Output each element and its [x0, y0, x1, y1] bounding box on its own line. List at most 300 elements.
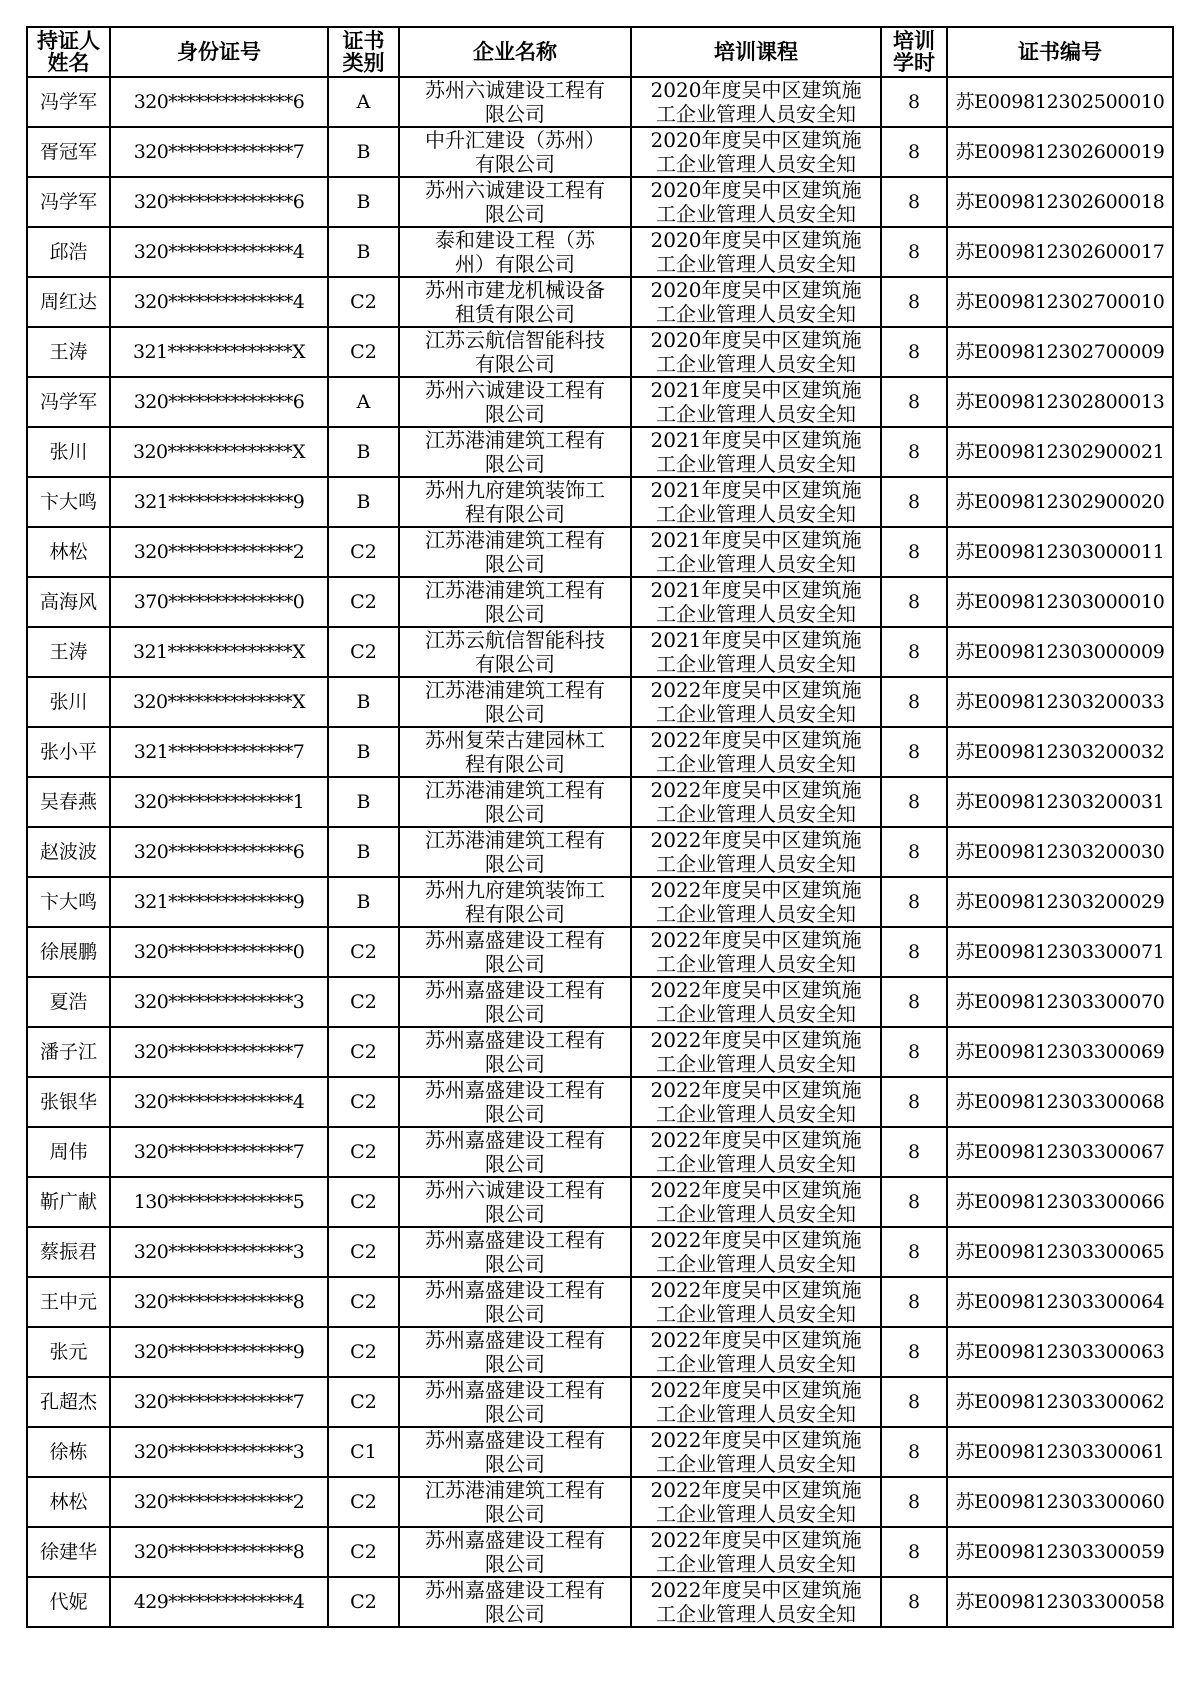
company-cell-line: 限公司	[485, 552, 545, 576]
company-cell	[399, 777, 631, 827]
course-cell-line: 2021年度吴中区建筑施	[650, 528, 862, 552]
cert-type-cell: C2	[328, 1177, 399, 1227]
course-cell	[631, 1227, 881, 1277]
course-cell	[631, 77, 881, 127]
id-number-cell: 320**************4	[110, 277, 328, 327]
course-cell-line: 2022年度吴中区建筑施	[650, 1328, 862, 1352]
id-number-cell: 320**************7	[110, 1377, 328, 1427]
company-cell	[399, 1077, 631, 1127]
table-row	[27, 177, 1173, 227]
table-row	[27, 1527, 1173, 1577]
company-cell-line: 限公司	[485, 1102, 545, 1126]
table-row	[27, 1127, 1173, 1177]
hours-cell: 8	[881, 227, 947, 277]
table-row	[27, 227, 1173, 277]
course-cell-line: 2021年度吴中区建筑施	[650, 378, 862, 402]
course-cell-line: 2022年度吴中区建筑施	[650, 1078, 862, 1102]
hours-cell: 8	[881, 277, 947, 327]
company-cell-line: 泰和建设工程（苏	[435, 228, 595, 252]
company-cell-line: 限公司	[485, 1202, 545, 1226]
company-cell	[399, 827, 631, 877]
table-row	[27, 1577, 1173, 1627]
table-row	[27, 627, 1173, 677]
cert-number-cell: 苏E009812303000011	[947, 527, 1173, 577]
company-cell	[399, 77, 631, 127]
certificate-table	[26, 26, 1174, 1628]
course-cell-line: 工企业管理人员安全知	[656, 102, 856, 126]
course-cell	[631, 1177, 881, 1227]
holder-name-cell: 赵波波	[27, 827, 110, 877]
cert-number-cell: 苏E009812302900020	[947, 477, 1173, 527]
cert-number-cell: 苏E009812303200030	[947, 827, 1173, 877]
table-row	[27, 327, 1173, 377]
company-cell-line: 苏州复荣古建园林工	[425, 728, 605, 752]
company-cell-line: 有限公司	[475, 652, 555, 676]
course-cell-line: 工企业管理人员安全知	[656, 1202, 856, 1226]
cert-number-cell: 苏E009812303300068	[947, 1077, 1173, 1127]
cert-type-cell: B	[328, 777, 399, 827]
table-row	[27, 727, 1173, 777]
course-cell-line: 2022年度吴中区建筑施	[650, 828, 862, 852]
table-row	[27, 677, 1173, 727]
holder-name-cell: 代妮	[27, 1577, 110, 1627]
company-cell-line: 租赁有限公司	[455, 302, 575, 326]
company-cell	[399, 327, 631, 377]
id-number-cell: 320**************4	[110, 227, 328, 277]
cert-number-cell: 苏E009812303300060	[947, 1477, 1173, 1527]
hours-cell: 8	[881, 1077, 947, 1127]
course-cell-line: 工企业管理人员安全知	[656, 802, 856, 826]
cert-type-cell: C2	[328, 327, 399, 377]
company-cell-line: 苏州嘉盛建设工程有	[425, 1528, 605, 1552]
course-cell	[631, 527, 881, 577]
company-cell-line: 苏州嘉盛建设工程有	[425, 1128, 605, 1152]
id-number-cell: 321**************7	[110, 727, 328, 777]
cert-number-cell: 苏E009812303000009	[947, 627, 1173, 677]
course-cell	[631, 1027, 881, 1077]
hours-cell: 8	[881, 1277, 947, 1327]
company-cell-line: 苏州嘉盛建设工程有	[425, 1328, 605, 1352]
holder-name-cell: 孔超杰	[27, 1377, 110, 1427]
company-cell	[399, 1477, 631, 1527]
course-cell-line: 2020年度吴中区建筑施	[650, 228, 862, 252]
company-cell	[399, 1427, 631, 1477]
company-cell-line: 苏州嘉盛建设工程有	[425, 1078, 605, 1102]
cert-number-cell: 苏E009812303300062	[947, 1377, 1173, 1427]
table-row	[27, 427, 1173, 477]
holder-name-cell: 张元	[27, 1327, 110, 1377]
table-body	[27, 77, 1173, 1627]
course-cell-line: 2021年度吴中区建筑施	[650, 428, 862, 452]
holder-name-cell: 徐栋	[27, 1427, 110, 1477]
hours-cell: 8	[881, 877, 947, 927]
company-cell-line: 程有限公司	[465, 752, 565, 776]
table-row	[27, 527, 1173, 577]
cert-type-cell: C1	[328, 1427, 399, 1477]
course-cell	[631, 677, 881, 727]
course-cell-line: 工企业管理人员安全知	[656, 952, 856, 976]
course-cell-line: 工企业管理人员安全知	[656, 1052, 856, 1076]
company-cell-line: 限公司	[485, 1002, 545, 1026]
cert-type-cell: C2	[328, 1227, 399, 1277]
company-cell-line: 程有限公司	[465, 902, 565, 926]
cert-number-cell: 苏E009812303000010	[947, 577, 1173, 627]
id-number-cell: 320**************8	[110, 1277, 328, 1327]
cert-number-cell: 苏E009812302700010	[947, 277, 1173, 327]
course-cell-line: 工企业管理人员安全知	[656, 152, 856, 176]
company-cell	[399, 877, 631, 927]
company-cell	[399, 1527, 631, 1577]
course-cell	[631, 1327, 881, 1377]
id-number-cell: 320**************1	[110, 777, 328, 827]
course-cell	[631, 977, 881, 1027]
course-cell-line: 工企业管理人员安全知	[656, 1502, 856, 1526]
id-number-cell: 321**************9	[110, 477, 328, 527]
cert-type-cell: B	[328, 827, 399, 877]
hours-cell: 8	[881, 427, 947, 477]
company-cell-line: 苏州九府建筑装饰工	[425, 878, 605, 902]
table-row	[27, 277, 1173, 327]
header-cert-number	[947, 27, 1173, 77]
hours-cell: 8	[881, 1477, 947, 1527]
id-number-cell: 320**************7	[110, 1127, 328, 1177]
company-cell-line: 苏州九府建筑装饰工	[425, 478, 605, 502]
course-cell-line: 工企业管理人员安全知	[656, 252, 856, 276]
cert-type-cell: B	[328, 227, 399, 277]
company-cell-line: 江苏港浦建筑工程有	[425, 778, 605, 802]
course-cell	[631, 377, 881, 427]
company-cell-line: 苏州嘉盛建设工程有	[425, 1278, 605, 1302]
header-label-line: 持证人	[37, 29, 100, 53]
id-number-cell: 321**************9	[110, 877, 328, 927]
cert-type-cell: A	[328, 377, 399, 427]
company-cell-line: 苏州市建龙机械设备	[425, 278, 605, 302]
cert-type-cell: C2	[328, 977, 399, 1027]
company-cell-line: 苏州嘉盛建设工程有	[425, 1578, 605, 1602]
company-cell	[399, 1227, 631, 1277]
company-cell-line: 苏州嘉盛建设工程有	[425, 1428, 605, 1452]
holder-name-cell: 张川	[27, 427, 110, 477]
id-number-cell: 320**************4	[110, 1077, 328, 1127]
course-cell	[631, 1277, 881, 1327]
id-number-cell: 370**************0	[110, 577, 328, 627]
company-cell-line: 江苏港浦建筑工程有	[425, 428, 605, 452]
course-cell-line: 2022年度吴中区建筑施	[650, 1028, 862, 1052]
table-row	[27, 1277, 1173, 1327]
cert-type-cell: B	[328, 677, 399, 727]
company-cell-line: 限公司	[485, 852, 545, 876]
id-number-cell: 321**************X	[110, 327, 328, 377]
course-cell-line: 工企业管理人员安全知	[656, 1252, 856, 1276]
header-label-line: 培训	[893, 29, 935, 53]
course-cell-line: 2022年度吴中区建筑施	[650, 1428, 862, 1452]
table-row	[27, 1227, 1173, 1277]
course-cell	[631, 1577, 881, 1627]
holder-name-cell: 周伟	[27, 1127, 110, 1177]
table-row	[27, 877, 1173, 927]
company-cell-line: 中升汇建设（苏州）	[425, 128, 605, 152]
company-cell-line: 江苏港浦建筑工程有	[425, 528, 605, 552]
header-holder-name	[27, 27, 110, 77]
company-cell-line: 限公司	[485, 402, 545, 426]
company-cell	[399, 727, 631, 777]
course-cell	[631, 327, 881, 377]
table-row	[27, 1077, 1173, 1127]
hours-cell: 8	[881, 677, 947, 727]
table-row	[27, 1377, 1173, 1427]
hours-cell: 8	[881, 827, 947, 877]
hours-cell: 8	[881, 77, 947, 127]
hours-cell: 8	[881, 1127, 947, 1177]
course-cell-line: 2020年度吴中区建筑施	[650, 278, 862, 302]
course-cell-line: 工企业管理人员安全知	[656, 852, 856, 876]
table-row	[27, 1027, 1173, 1077]
cert-type-cell: C2	[328, 1527, 399, 1577]
company-cell	[399, 377, 631, 427]
company-cell-line: 苏州嘉盛建设工程有	[425, 1028, 605, 1052]
hours-cell: 8	[881, 727, 947, 777]
table-row	[27, 377, 1173, 427]
cert-type-cell: C2	[328, 1077, 399, 1127]
holder-name-cell: 卞大鸣	[27, 877, 110, 927]
holder-name-cell: 张川	[27, 677, 110, 727]
holder-name-cell: 徐展鹏	[27, 927, 110, 977]
company-cell-line: 限公司	[485, 1402, 545, 1426]
company-cell-line: 有限公司	[475, 152, 555, 176]
course-cell-line: 工企业管理人员安全知	[656, 602, 856, 626]
course-cell	[631, 127, 881, 177]
course-cell-line: 2022年度吴中区建筑施	[650, 1128, 862, 1152]
company-cell	[399, 627, 631, 677]
course-cell-line: 工企业管理人员安全知	[656, 352, 856, 376]
course-cell-line: 2020年度吴中区建筑施	[650, 78, 862, 102]
holder-name-cell: 靳广献	[27, 1177, 110, 1227]
course-cell	[631, 577, 881, 627]
company-cell	[399, 1277, 631, 1327]
header-course	[631, 27, 881, 77]
id-number-cell: 320**************6	[110, 77, 328, 127]
cert-number-cell: 苏E009812302800013	[947, 377, 1173, 427]
course-cell-line: 2022年度吴中区建筑施	[650, 878, 862, 902]
table-row	[27, 977, 1173, 1027]
course-cell-line: 工企业管理人员安全知	[656, 1602, 856, 1626]
cert-type-cell: C2	[328, 1277, 399, 1327]
id-number-cell: 320**************7	[110, 1027, 328, 1077]
table-row	[27, 577, 1173, 627]
course-cell-line: 2020年度吴中区建筑施	[650, 128, 862, 152]
course-cell-line: 2022年度吴中区建筑施	[650, 1478, 862, 1502]
header-label-line: 类别	[342, 51, 385, 75]
course-cell	[631, 177, 881, 227]
table-row	[27, 1427, 1173, 1477]
holder-name-cell: 王中元	[27, 1277, 110, 1327]
id-number-cell: 320**************2	[110, 527, 328, 577]
cert-number-cell: 苏E009812302500010	[947, 77, 1173, 127]
company-cell-line: 限公司	[485, 1352, 545, 1376]
course-cell	[631, 277, 881, 327]
hours-cell: 8	[881, 1377, 947, 1427]
cert-type-cell: B	[328, 477, 399, 527]
cert-type-cell: C2	[328, 1577, 399, 1627]
company-cell	[399, 1577, 631, 1627]
company-cell-line: 苏州六诚建设工程有	[425, 78, 605, 102]
cert-number-cell: 苏E009812303300069	[947, 1027, 1173, 1077]
holder-name-cell: 王涛	[27, 627, 110, 677]
company-cell-line: 限公司	[485, 1052, 545, 1076]
course-cell-line: 工企业管理人员安全知	[656, 502, 856, 526]
hours-cell: 8	[881, 477, 947, 527]
id-number-cell: 320**************3	[110, 1227, 328, 1277]
company-cell-line: 有限公司	[475, 352, 555, 376]
company-cell-line: 限公司	[485, 1252, 545, 1276]
course-cell	[631, 727, 881, 777]
hours-cell: 8	[881, 127, 947, 177]
id-number-cell: 320**************X	[110, 677, 328, 727]
id-number-cell: 429**************4	[110, 1577, 328, 1627]
course-cell	[631, 1077, 881, 1127]
course-cell	[631, 1427, 881, 1477]
company-cell-line: 苏州六诚建设工程有	[425, 1178, 605, 1202]
company-cell-line: 江苏港浦建筑工程有	[425, 1478, 605, 1502]
cert-type-cell: C2	[328, 577, 399, 627]
company-cell-line: 限公司	[485, 1552, 545, 1576]
cert-number-cell: 苏E009812303300067	[947, 1127, 1173, 1177]
cert-number-cell: 苏E009812303300063	[947, 1327, 1173, 1377]
company-cell-line: 限公司	[485, 102, 545, 126]
hours-cell: 8	[881, 327, 947, 377]
cert-number-cell: 苏E009812302600019	[947, 127, 1173, 177]
id-number-cell: 320**************3	[110, 1427, 328, 1477]
course-cell-line: 2022年度吴中区建筑施	[650, 1228, 862, 1252]
course-cell	[631, 1377, 881, 1427]
cert-type-cell: C2	[328, 1027, 399, 1077]
holder-name-cell: 张银华	[27, 1077, 110, 1127]
course-cell	[631, 1477, 881, 1527]
course-cell-line: 2022年度吴中区建筑施	[650, 1178, 862, 1202]
hours-cell: 8	[881, 1427, 947, 1477]
company-cell	[399, 677, 631, 727]
company-cell	[399, 1377, 631, 1427]
course-cell-line: 工企业管理人员安全知	[656, 1152, 856, 1176]
course-cell-line: 2020年度吴中区建筑施	[650, 328, 862, 352]
holder-name-cell: 冯学军	[27, 377, 110, 427]
cert-number-cell: 苏E009812303200032	[947, 727, 1173, 777]
holder-name-cell: 徐建华	[27, 1527, 110, 1577]
company-cell	[399, 1177, 631, 1227]
company-cell-line: 限公司	[485, 1602, 545, 1626]
table-row	[27, 77, 1173, 127]
hours-cell: 8	[881, 1027, 947, 1077]
cert-type-cell: C2	[328, 277, 399, 327]
company-cell-line: 限公司	[485, 1302, 545, 1326]
course-cell-line: 工企业管理人员安全知	[656, 1452, 856, 1476]
holder-name-cell: 张小平	[27, 727, 110, 777]
header-label-line: 身份证号	[177, 40, 261, 64]
company-cell-line: 苏州六诚建设工程有	[425, 378, 605, 402]
id-number-cell: 320**************6	[110, 827, 328, 877]
company-cell-line: 限公司	[485, 602, 545, 626]
course-cell-line: 2022年度吴中区建筑施	[650, 728, 862, 752]
id-number-cell: 130**************5	[110, 1177, 328, 1227]
cert-number-cell: 苏E009812303300065	[947, 1227, 1173, 1277]
company-cell-line: 苏州嘉盛建设工程有	[425, 928, 605, 952]
table-row	[27, 927, 1173, 977]
course-cell-line: 2022年度吴中区建筑施	[650, 1578, 862, 1602]
hours-cell: 8	[881, 577, 947, 627]
course-cell-line: 2022年度吴中区建筑施	[650, 928, 862, 952]
course-cell-line: 工企业管理人员安全知	[656, 452, 856, 476]
holder-name-cell: 林松	[27, 1477, 110, 1527]
holder-name-cell: 胥冠军	[27, 127, 110, 177]
company-cell-line: 苏州嘉盛建设工程有	[425, 978, 605, 1002]
header-label-line: 证书	[342, 29, 385, 53]
course-cell-line: 2022年度吴中区建筑施	[650, 678, 862, 702]
company-cell	[399, 577, 631, 627]
cert-type-cell: B	[328, 127, 399, 177]
holder-name-cell: 林松	[27, 527, 110, 577]
holder-name-cell: 卞大鸣	[27, 477, 110, 527]
header-label-line: 学时	[893, 51, 935, 75]
company-cell-line: 江苏云航信智能科技	[425, 628, 605, 652]
course-cell	[631, 827, 881, 877]
holder-name-cell: 周红达	[27, 277, 110, 327]
holder-name-cell: 高海风	[27, 577, 110, 627]
header-label-line: 企业名称	[473, 40, 557, 64]
table-row	[27, 777, 1173, 827]
cert-number-cell: 苏E009812303200033	[947, 677, 1173, 727]
course-cell-line: 工企业管理人员安全知	[656, 1352, 856, 1376]
holder-name-cell: 夏浩	[27, 977, 110, 1027]
company-cell	[399, 1027, 631, 1077]
company-cell	[399, 277, 631, 327]
cert-number-cell: 苏E009812302700009	[947, 327, 1173, 377]
id-number-cell: 320**************6	[110, 377, 328, 427]
holder-name-cell: 王涛	[27, 327, 110, 377]
course-cell-line: 工企业管理人员安全知	[656, 1552, 856, 1576]
company-cell-line: 江苏港浦建筑工程有	[425, 678, 605, 702]
hours-cell: 8	[881, 927, 947, 977]
company-cell	[399, 927, 631, 977]
cert-number-cell: 苏E009812303200031	[947, 777, 1173, 827]
course-cell-line: 工企业管理人员安全知	[656, 902, 856, 926]
course-cell	[631, 227, 881, 277]
id-number-cell: 320**************2	[110, 1477, 328, 1527]
company-cell-line: 苏州嘉盛建设工程有	[425, 1378, 605, 1402]
table-row	[27, 1177, 1173, 1227]
company-cell-line: 限公司	[485, 802, 545, 826]
id-number-cell: 320**************6	[110, 177, 328, 227]
course-cell-line: 2020年度吴中区建筑施	[650, 178, 862, 202]
header-company	[399, 27, 631, 77]
id-number-cell: 320**************3	[110, 977, 328, 1027]
id-number-cell: 320**************X	[110, 427, 328, 477]
company-cell	[399, 977, 631, 1027]
company-cell-line: 限公司	[485, 1452, 545, 1476]
course-cell	[631, 477, 881, 527]
table-row	[27, 477, 1173, 527]
cert-number-cell: 苏E009812303200029	[947, 877, 1173, 927]
company-cell-line: 江苏云航信智能科技	[425, 328, 605, 352]
hours-cell: 8	[881, 1227, 947, 1277]
course-cell-line: 2022年度吴中区建筑施	[650, 1528, 862, 1552]
course-cell-line: 2021年度吴中区建筑施	[650, 578, 862, 602]
id-number-cell: 320**************7	[110, 127, 328, 177]
cert-type-cell: C2	[328, 527, 399, 577]
cert-number-cell: 苏E009812302600018	[947, 177, 1173, 227]
holder-name-cell: 冯学军	[27, 177, 110, 227]
course-cell-line: 2021年度吴中区建筑施	[650, 628, 862, 652]
hours-cell: 8	[881, 1177, 947, 1227]
